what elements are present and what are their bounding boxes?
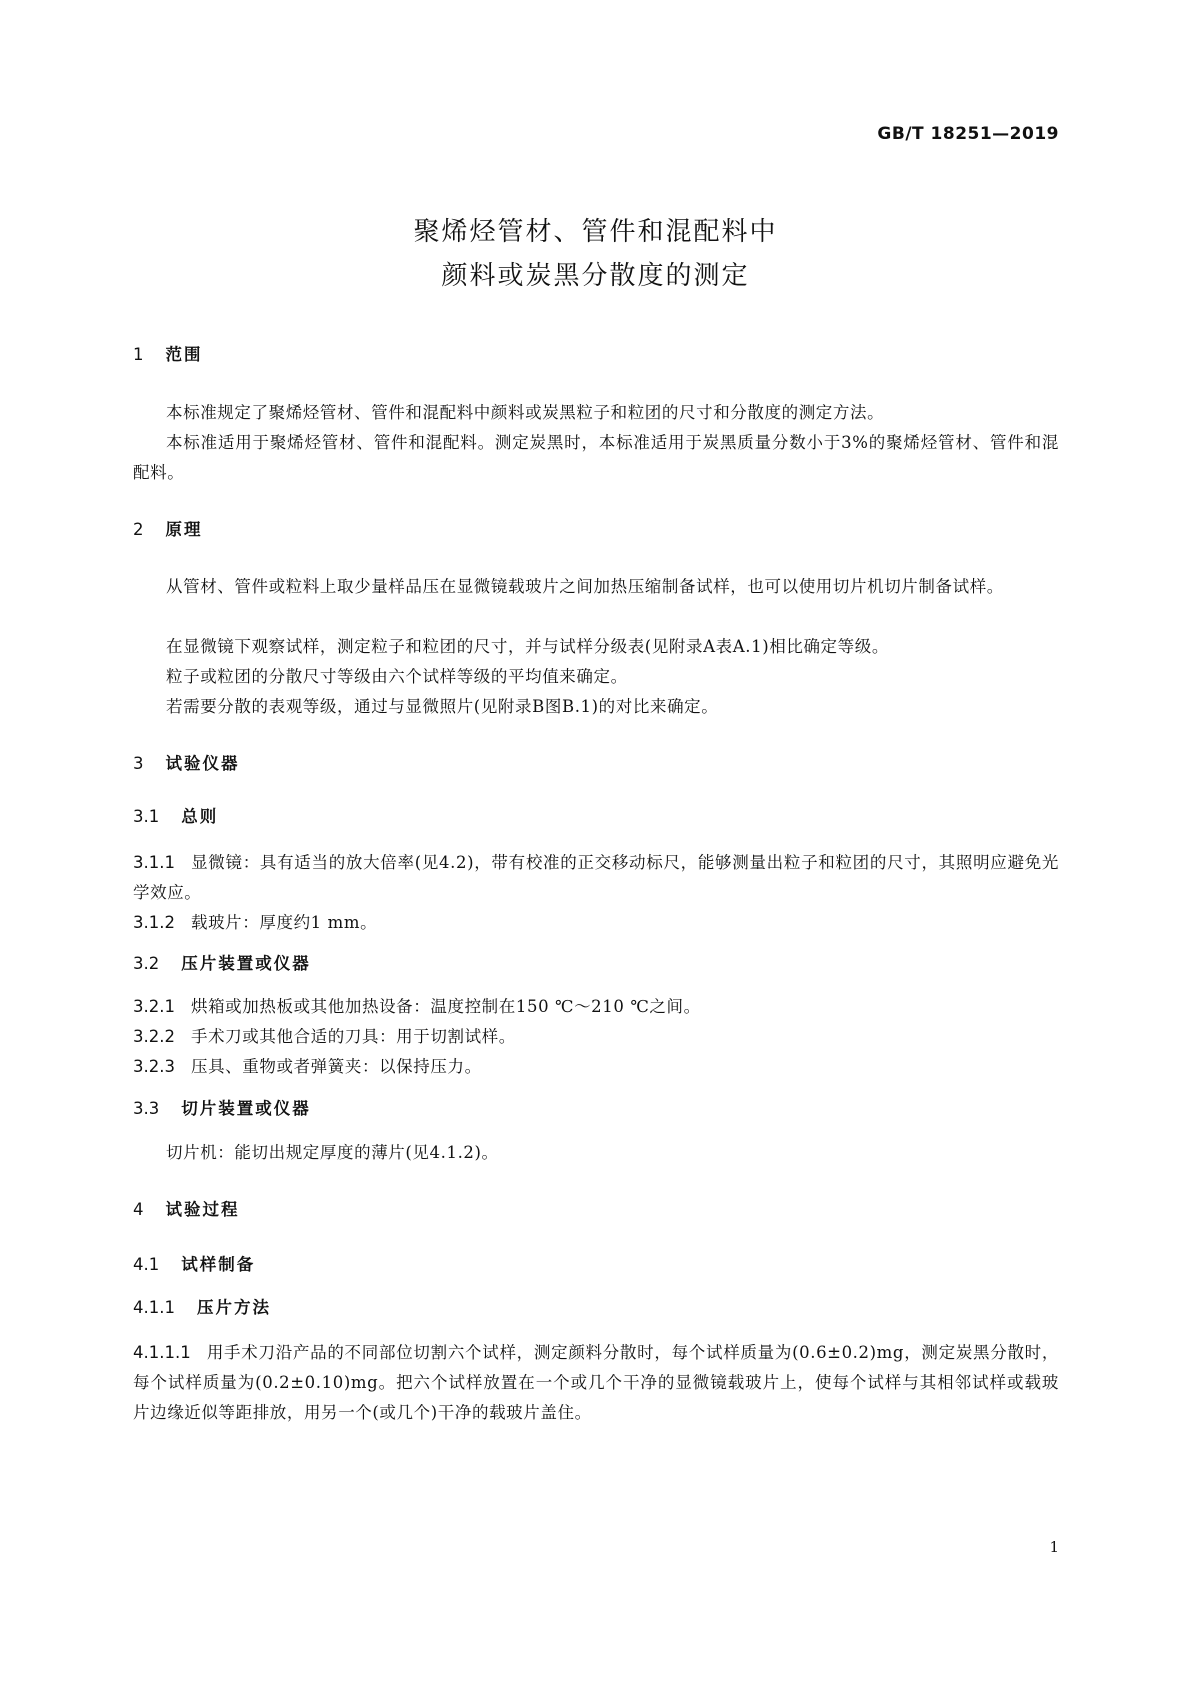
section-2-paragraph-4: 若需要分散的表观等级，通过与显微照片(见附录B图B.1)的对比来确定。: [166, 697, 719, 716]
section-title: 范围: [165, 345, 203, 364]
section-3-2-heading: [133, 952, 311, 976]
section-number: 3.2: [133, 954, 160, 973]
clause-number: 3.1.1: [133, 853, 175, 872]
document-title-line-1: 聚烯烃管材、管件和混配料中: [413, 217, 778, 247]
clause-3-2-1: [133, 992, 1059, 1022]
standard-code: GB/T 18251—2019: [877, 124, 1059, 144]
section-1-paragraph-1: 本标准规定了聚烯烃管材、管件和混配料中颜料或炭黑粒子和粒团的尺寸和分散度的测定方法。: [166, 403, 885, 422]
section-3-heading: [133, 752, 240, 776]
section-title: 原理: [165, 520, 203, 539]
section-number: 3.3: [133, 1099, 160, 1118]
clause-number: 3.2.2: [133, 1027, 175, 1046]
section-2-paragraph-3: 粒子或粒团的分散尺寸等级由六个试样等级的平均值来确定。: [166, 667, 628, 686]
section-2-paragraph-1: 从管材、管件或粒料上取少量样品压在显微镜载玻片之间加热压缩制备试样，也可以使用切片机切片制备试样。: [166, 577, 1004, 596]
clause-text: 手术刀或其他合适的刀具：用于切割试样。: [190, 1027, 516, 1046]
clause-text: 压具、重物或者弹簧夹：以保持压力。: [190, 1057, 482, 1076]
section-4-heading: [133, 1198, 240, 1222]
clause-3-1-2: [133, 908, 1059, 938]
section-title: 切片装置或仪器: [181, 1099, 311, 1118]
clause-3-1-1: [133, 848, 1059, 908]
clause-number: 3.2.1: [133, 997, 175, 1016]
section-title: 试样制备: [181, 1255, 256, 1274]
clause-4-1-1-1: [133, 1338, 1059, 1428]
section-number: 2: [133, 520, 144, 539]
section-3-1-heading: [133, 805, 218, 829]
page-number: 1: [1049, 1538, 1059, 1556]
section-title: 试验过程: [165, 1200, 240, 1219]
section-3-3-heading: [133, 1097, 311, 1121]
section-1-paragraph-2: 本标准适用于聚烯烃管材、管件和混配料。测定炭黑时，本标准适用于炭黑质量分数小于3%的聚烯烃管材、管件和混配料。: [133, 433, 1059, 482]
clause-text: 烘箱或加热板或其他加热设备：温度控制在150 ℃～210 ℃之间。: [190, 997, 701, 1016]
clause-number: 3.2.3: [133, 1057, 175, 1076]
clause-text: 载玻片：厚度约1 mm。: [190, 913, 378, 932]
section-2-heading: [133, 518, 203, 542]
clause-text: 显微镜：具有适当的放大倍率(见4.2)，带有校准的正交移动标尺，能够测量出粒子和粒团的尺寸，其照明应避免光学效应。: [133, 853, 1059, 902]
section-4-1-heading: [133, 1253, 255, 1277]
document-title-line-2: 颜料或炭黑分散度的测定: [441, 261, 750, 291]
section-number: 1: [133, 345, 144, 364]
section-number: 3: [133, 754, 144, 773]
clause-text: 用手术刀沿产品的不同部位切割六个试样，测定颜料分散时，每个试样质量为(0.6±0.2)mg，测定炭黑分散时，每个试样质量为(0.2±0.10)mg。把六个试样放置在一个或几个干净的显微镜载玻片上，使每个试样与其相邻试样或载玻片边缘近似等距排放，用另一个(或几个)干净的载玻片盖住。: [133, 1343, 1059, 1422]
section-4-1-1-heading: [133, 1296, 271, 1320]
section-2-paragraph-2: 在显微镜下观察试样，测定粒子和粒团的尺寸，并与试样分级表(见附录A表A.1)相比确定等级。: [166, 637, 889, 656]
section-title: 压片方法: [196, 1298, 271, 1317]
section-number: 4.1: [133, 1255, 160, 1274]
section-number: 3.1: [133, 807, 160, 826]
section-title: 总则: [181, 807, 219, 826]
clause-3-2-3: [133, 1052, 1059, 1082]
section-title: 试验仪器: [165, 754, 240, 773]
section-3-3-paragraph: 切片机：能切出规定厚度的薄片(见4.1.2)。: [166, 1143, 499, 1162]
section-number: 4.1.1: [133, 1298, 175, 1317]
clause-number: 4.1.1.1: [133, 1343, 191, 1362]
section-title: 压片装置或仪器: [181, 954, 311, 973]
section-1-heading: [133, 343, 203, 367]
clause-3-2-2: [133, 1022, 1059, 1052]
clause-number: 3.1.2: [133, 913, 175, 932]
section-number: 4: [133, 1200, 144, 1219]
